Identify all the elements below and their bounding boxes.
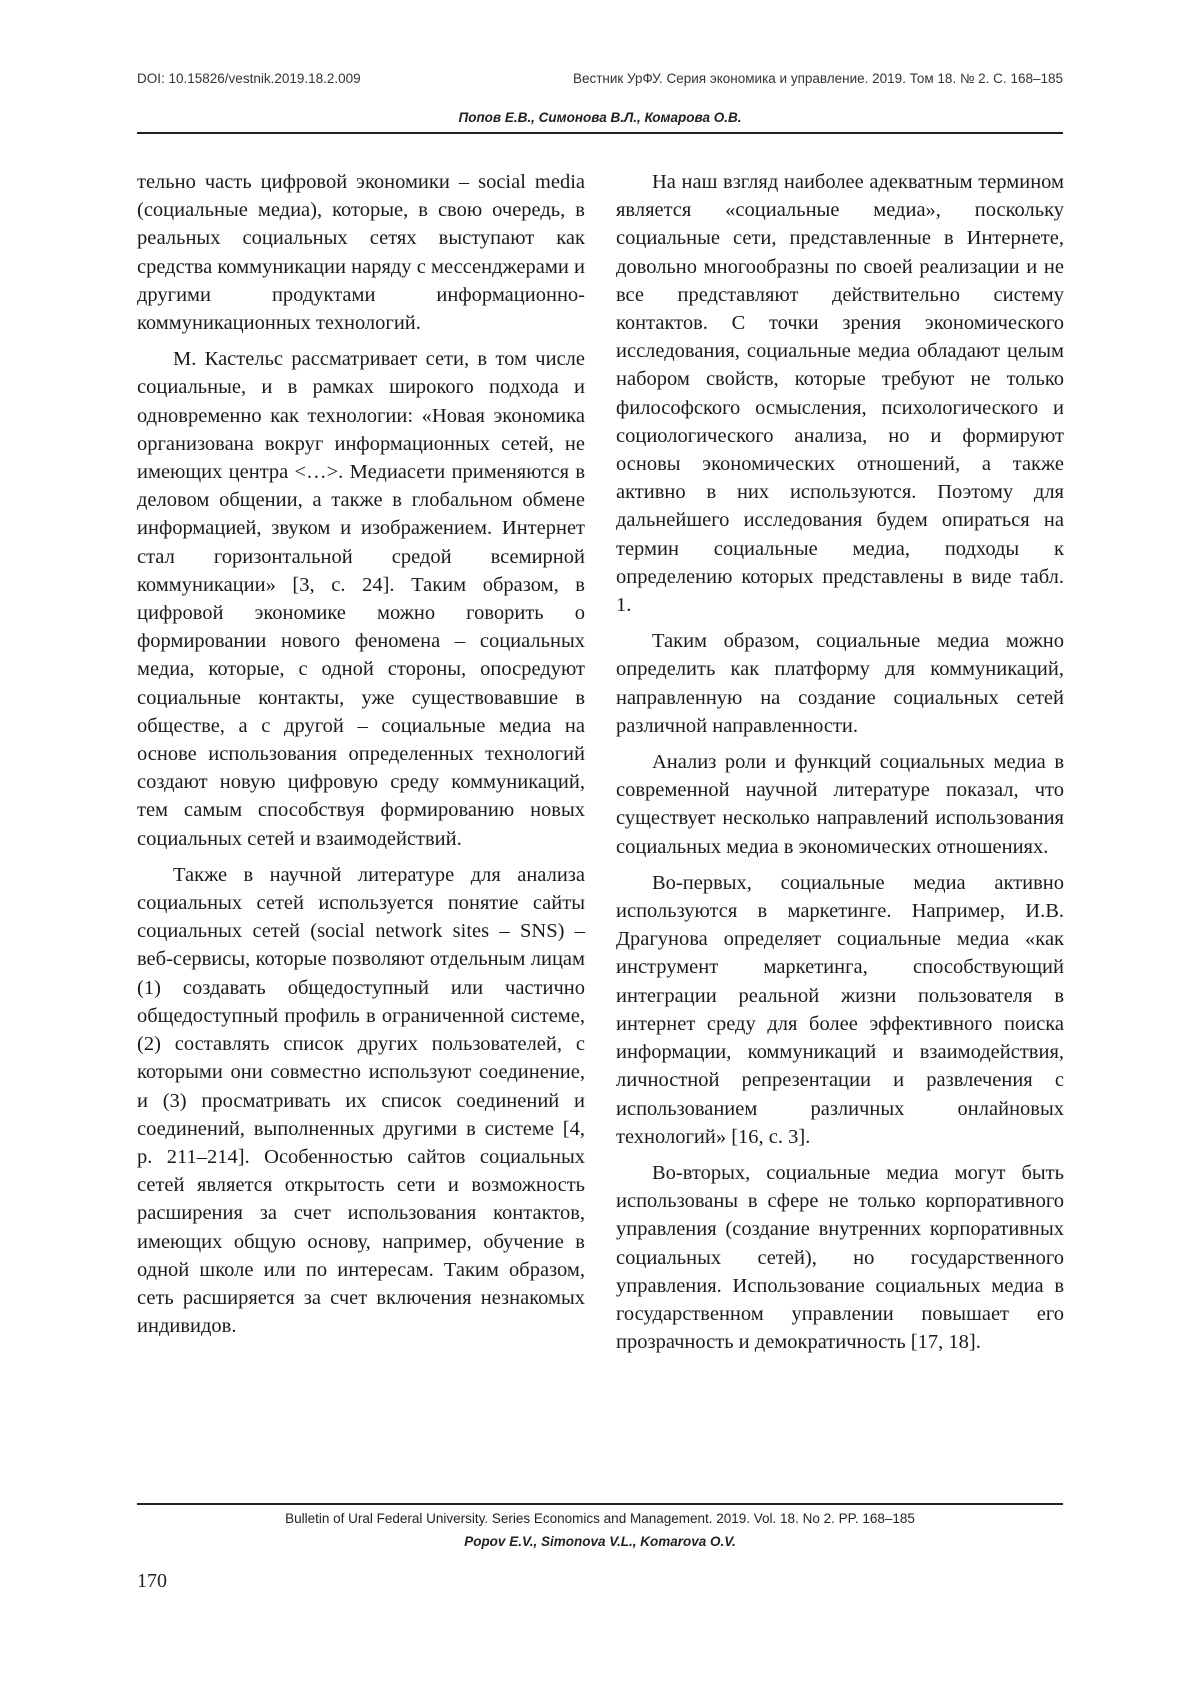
left-paragraph-2: М. Кастельс рассматривает сети, в том числе социальные, и в рамках широкого подхода и одновременно как технологии: «Новая экономика организована вокруг информационных сетей, не имеющих центра <…>. Медиасети применяются в деловом общении, а также в глобальном обмене информацией, звуком и изображением. Интернет стал горизонтальной средой всемирной коммуникации» [3, с. 24]. Таким образом, в цифровой экономике можно говорить о формировании нового феномена – социальных медиа, которые, с одной стороны, опосредуют социальные контакты, уже существовавшие в обществе, а с другой – социальные медиа на основе использования определенных технологий создают новую цифровую среду коммуникаций, тем самым способствуя формированию новых социальных сетей и взаимодействий. — [137, 348, 585, 850]
header-divider — [137, 132, 1063, 134]
header-authors: Попов Е.В., Симонова В.Л., Комарова О.В. — [458, 110, 742, 125]
right-paragraph-3: Анализ роли и функций социальных медиа в современной научной литературе показал, что существует несколько направлений использования социальных медиа в экономических отношениях. — [616, 751, 1064, 858]
right-paragraph-1: На наш взгляд наиболее адекватным термином является «социальные медиа», поскольку социальные сети, представленные в Интернете, довольно многообразны по своей реализации и не все представляют действительно систему контактов. С точки зрения экономического исследования, социальные медиа обладают целым набором свойств, которые требуют не только философского осмысления, психологического и социологического анализа, но и формируют основы экономических отношений, а также активно в них используются. Поэтому для дальнейшего исследования будем опираться на термин социальные медиа, подходы к определению которых представлены в виде табл. 1. — [616, 171, 1064, 617]
left-paragraph-1: тельно часть цифровой экономики – social media (социальные медиа), которые, в свою очередь, в реальных социальных сетях выступают как средства коммуникации наряду с мессенджерами и другими продуктами информационно-коммуникационных технологий. — [137, 171, 585, 335]
footer-authors: Popov E.V., Simonova V.L., Komarova O.V. — [464, 1534, 736, 1549]
right-paragraph-4: Во-первых, социальные медиа активно используются в маркетинге. Например, И.В. Драгунова определяет социальные медиа «как инструмент маркетинга, способствующий интеграции реальной жизни пользователя в интернет среду для более эффективного поиска информации, коммуникаций и взаимодействия, личностной репрезентации и развлечения с использованием различных онлайновых технологий» [16, с. 3]. — [616, 871, 1064, 1148]
doi-label: DOI: 10.15826/vestnik.2019.18.2.009 — [137, 71, 361, 86]
left-column — [137, 168, 585, 1348]
right-paragraph-5: Во-вторых, социальные медиа могут быть использованы в сфере не только корпоративного управления (создание внутренних корпоративных социальных сетей), но государственного управления. Использование социальных медиа в государственном управлении повышает его прозрачность и демократичность [17, 18]. — [616, 1161, 1064, 1354]
page-number: 170 — [137, 1570, 167, 1592]
left-paragraph-3: Также в научной литературе для анализа социальных сетей используется понятие сайты социальных сетей (social network sites – SNS) – веб-сервисы, которые позволяют отдельным лицам (1) создавать общедоступный или частично общедоступный профиль в ограниченной системе, (2) составлять список других пользователей, с которыми они совместно используют соединение, и (3) просматривать их список соединений и соединений, выполненных другими в системе [4, p. 211–214]. Особенностью сайтов социальных сетей является открытость сети и возможность расширения за счет использования контактов, имеющих общую основу, например, обучение в одной школе или по интересам. Таким образом, сеть расширяется за счет включения незнакомых индивидов. — [137, 863, 585, 1338]
journal-citation: Вестник УрФУ. Серия экономика и управление. 2019. Том 18. № 2. С. 168–185 — [572, 71, 1063, 86]
right-column — [616, 168, 1064, 1364]
footer-divider — [137, 1503, 1063, 1505]
right-paragraph-2: Таким образом, социальные медиа можно определить как платформу для коммуникаций, направленную на создание социальных сетей различной направленности. — [616, 630, 1064, 737]
running-header — [137, 71, 1063, 91]
footer-journal: Bulletin of Ural Federal University. Series Economics and Management. 2019. Vol. 18. No 2. PP. 168–185 — [285, 1511, 915, 1526]
